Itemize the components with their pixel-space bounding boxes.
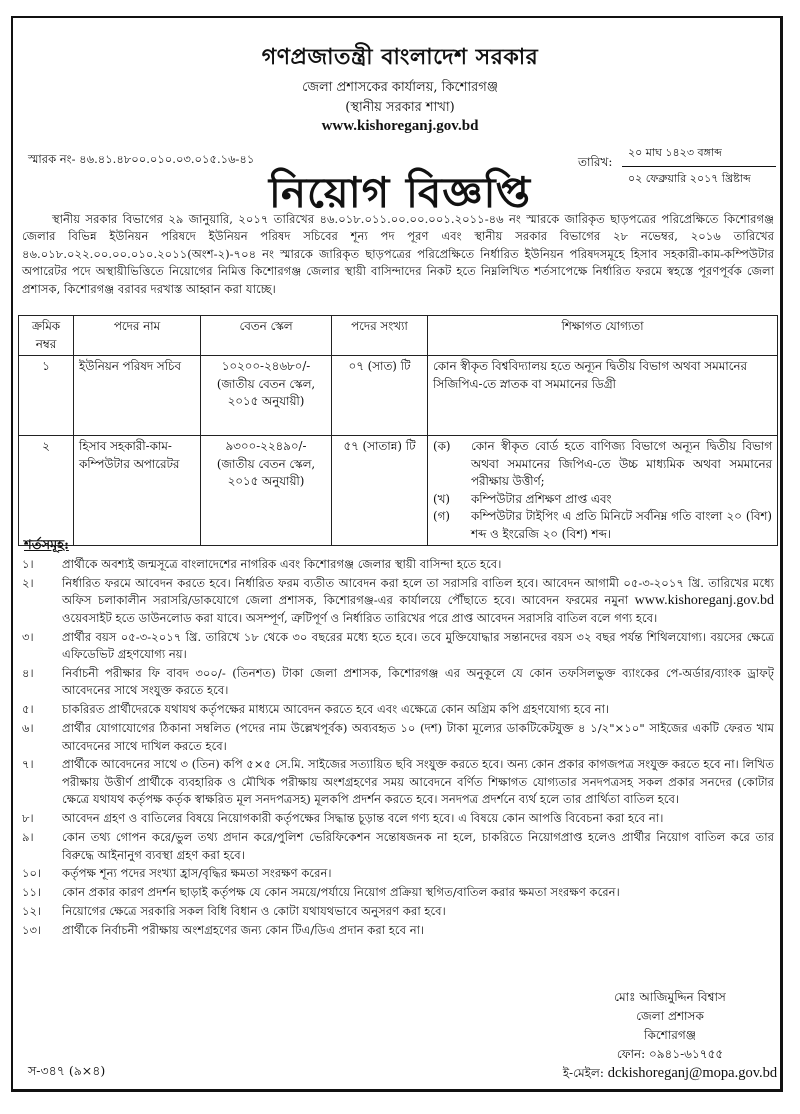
condition-number: ৯। xyxy=(22,830,34,845)
signatory-name: মোঃ আজিমুদ্দিন বিশ্বাস xyxy=(614,990,726,1004)
table-header-row xyxy=(19,316,778,356)
condition-number: ১। xyxy=(22,557,34,571)
condition-text-part: নির্ধারিত ফরমে আবেদন করতে হবে। নির্ধারিত ফরম ব্যতীত আবেদন করা হলে তা সরাসরি বাতিল হবে। আবেদন আগামী ০৫-৩-২০১৭ খ্রি. তারিখের মধ্যে অফিস চলাকালীন সরাসরি/ডাকযোগে জেলা প্রশাসক, কিশোরগঞ্জ-এর কার্যালয়ে পৌঁছাতে হবে। আবেদন ফরমের নমুনা xyxy=(62,575,774,608)
header-scale: বেতন স্কেল xyxy=(201,316,332,356)
cell-count: ৫৭ (সাতান্ন) টি xyxy=(332,436,428,546)
email-label: ই-মেইল: xyxy=(562,1066,604,1080)
condition-item xyxy=(22,810,774,827)
header-post: পদের নাম xyxy=(74,316,201,356)
qualification-marker: (গ) xyxy=(433,509,450,523)
condition-number: ৫। xyxy=(22,702,34,717)
condition-item xyxy=(22,903,774,920)
condition-item xyxy=(22,665,774,700)
condition-number: ১৩। xyxy=(22,923,42,938)
condition-item xyxy=(22,556,774,573)
qualification-item xyxy=(433,438,772,491)
conditions-heading: শর্তসমূহ: xyxy=(24,538,69,553)
condition-item xyxy=(22,720,774,755)
scale-note: (জাতীয় বেতন স্কেল, ২০১৫ অনুযায়ী) xyxy=(216,456,316,488)
cell-count: ০৭ (সাত) টি xyxy=(332,356,428,436)
condition-text: নিয়োগের ক্ষেত্রে সরকারি সকল বিধি বিধান ও কোটা যথাযথভাবে অনুসরণ করা হবে। xyxy=(62,904,446,919)
condition-number: ৭। xyxy=(22,757,34,772)
condition-text: কোন প্রকার কারণ প্রদর্শন ছাড়াই কর্তৃপক্ষ যে কোন সময়ে/পর্যায়ে নিয়োগ প্রক্রিয়া স্থগিত/বাতিল করার ক্ষমতা সংরক্ষণ করেন। xyxy=(62,885,620,900)
condition-number: ১০। xyxy=(22,866,42,881)
condition-number: ১১। xyxy=(22,885,42,900)
condition-item xyxy=(22,829,774,864)
form-download-link[interactable]: www.kishoreganj.gov.bd xyxy=(634,593,774,609)
condition-item xyxy=(22,701,774,718)
condition-item xyxy=(22,629,774,664)
condition-text: প্রার্থীকে আবেদনের সাথে ৩ (তিন) কপি ৫×৫ সে.মি. সাইজের সত্যায়িত ছবি সংযুক্ত করতে হবে। অন্য কোন প্রকার কাগজপত্র সংযুক্ত করতে হবে না। লিখিত পরীক্ষায় উত্তীর্ণ প্রার্থীকে ব্যবহারিক ও মৌখিক পরীক্ষায় অংশগ্রহণের সময় আবেদনে বর্ণিত শিক্ষাগত যোগ্যতার সনদপত্রসহ সকল প্রকার সনদের (কোটার ক্ষেত্রে যথাযথ কর্তৃপক্ষ কর্তৃক স্বাক্ষরিত মূল সনদপত্রসহ) মূলকপি প্রদর্শন করতে হবে। সনদপত্র প্রদর্শনে ব্যর্থ হলে তার প্রার্থিতা বাতিল হবে। xyxy=(62,757,774,807)
condition-text: নির্বাচনী পরীক্ষার ফি বাবদ ৩০০/- (তিনশত) টাকা জেলা প্রশাসক, কিশোরগঞ্জ এর অনুকূলে যে কোন তফসিলভুক্ত ব্যাংকের পে-অর্ডার/ব্যাংক ড্রাফট্ আবেদনের সাথে সংযুক্ত করতে হবে। xyxy=(62,665,774,698)
signatory-district: কিশোরগঞ্জ xyxy=(644,1028,696,1042)
conditions-list xyxy=(22,556,774,941)
condition-number: ১২। xyxy=(22,904,42,919)
condition-number: ২। xyxy=(22,575,34,590)
signature-block xyxy=(560,988,780,1083)
condition-text: প্রার্থীকে অবশ্যই জন্মসূত্রে বাংলাদেশের নাগরিক এবং কিশোরগঞ্জ জেলার স্থায়ী বাসিন্দা হতে হবে। xyxy=(62,557,502,571)
condition-number: ৪। xyxy=(22,665,34,680)
signatory-email-line xyxy=(560,1064,780,1083)
cell-scale xyxy=(201,356,332,436)
header-count: পদের সংখ্যা xyxy=(332,316,428,356)
signatory-designation: জেলা প্রশাসক xyxy=(636,1009,704,1023)
scale-note: (জাতীয় বেতন স্কেল, ২০১৫ অনুযায়ী) xyxy=(216,376,316,408)
condition-text: প্রার্থীর যোগাযোগের ঠিকানা সম্বলিত (পদের নাম উল্লেখপূর্বক) অব্যবহৃত ১০ (দশ) টাকা মূল্যের ডাকটিকেটযুক্ত ৪ ১/২"×১০" সাইজের একটি ফেরত খাম আবেদনের সাথে দাখিল করতে হবে। xyxy=(62,721,774,753)
office-name: জেলা প্রশাসকের কার্যালয়, কিশোরগঞ্জ xyxy=(302,80,498,95)
scale-value: ৯৩০০-২২৪৯০/- xyxy=(225,439,307,453)
condition-text: প্রার্থীকে নির্বাচনী পরীক্ষায় অংশগ্রহণের জন্য কোন টিএ/ডিএ প্রদান করা হবে না। xyxy=(62,923,425,938)
condition-text xyxy=(62,575,774,627)
qualification-marker: (খ) xyxy=(433,491,450,506)
condition-text: কোন তথ্য গোপন করে/ভুল তথ্য প্রদান করে/পুলিশ ভেরিফিকেশন সন্তোষজনক না হলে, চাকরিতে নিয়োগপ্রাপ্ত হলেও প্রার্থীর নিয়োগ বাতিল করে তার বিরুদ্ধে আইনানুগ ব্যবস্থা গ্রহণ করা হবে। xyxy=(62,830,774,862)
date-label: তারিখ: xyxy=(578,155,613,169)
qualification-list xyxy=(433,438,772,543)
cell-post: ইউনিয়ন পরিষদ সচিব xyxy=(74,356,201,436)
posts-table xyxy=(18,315,778,546)
cell-serial: ২ xyxy=(19,436,74,546)
qualification-marker: (ক) xyxy=(433,439,451,453)
condition-item xyxy=(22,575,774,627)
cell-qualification xyxy=(428,436,778,546)
header-serial: ক্রমিক নম্বর xyxy=(19,316,74,356)
condition-item xyxy=(22,865,774,882)
qualification-text: কোন স্বীকৃত বোর্ড হতে বাণিজ্য বিভাগে অন্যূন দ্বিতীয় বিভাগ অথবা সমমানের জিপিএ-তে উচ্চ মাধ্যমিক অথবা সমমানের পরীক্ষায় উত্তীর্ণ; xyxy=(471,439,772,488)
condition-item xyxy=(22,884,774,901)
condition-number: ৬। xyxy=(22,721,34,736)
website-link[interactable]: www.kishoreganj.gov.bd xyxy=(321,118,479,134)
cell-scale xyxy=(201,436,332,546)
intro-paragraph: স্থানীয় সরকার বিভাগের ২৯ জানুয়ারি, ২০১৭ তারিখের ৪৬.০১৮.০১১.০০.০০.০০১.২০১১-৪৬ নং স্মারকে জারিকৃত ছাড়পত্রের পরিপ্রেক্ষিতে কিশোরগঞ্জ জেলার বিভিন্ন ইউনিয়ন পরিষদে ইউনিয়ন পরিষদ সচিবের শূন্য পদ পূরণ এবং স্থানীয় সরকার বিভাগের ২৮ নভেম্বর, ২০১৬ তারিখের ৪৬.০১৮.০২২.০০.০০.০১০.২০১১(অংশ-২)-৭০৪ নং স্মারকে জারিকৃত ছাড়পত্রের পরিপ্রেক্ষিতে নির্ধারিত ইউনিয়ন পরিষদসমূহে হিসাব সহকারী-কাম-কম্পিউটার অপারেটর পদে অস্থায়ীভিত্তিতে নিয়োগের নিমিত্ত কিশোরগঞ্জ জেলার স্থায়ী বাসিন্দাদের নিকট হতে নিম্নলিখিত শর্তসাপেক্ষে নির্ধারিত ফরমে স্বহস্তে পূরণপূর্বক জেলা প্রশাসক, কিশোরগঞ্জ বরাবর দরখাস্ত আহ্বান করা যাচ্ছে। xyxy=(22,212,774,296)
cell-serial: ১ xyxy=(19,356,74,436)
cell-post: হিসাব সহকারী-কাম-কম্পিউটার অপারেটর xyxy=(74,436,201,546)
condition-text: আবেদন গ্রহণ ও বাতিলের বিষয়ে নিয়োগকারী কর্তৃপক্ষের সিদ্ধান্ত চূড়ান্ত বলে গণ্য হবে। এ বিষয়ে কোন আপত্তি বিবেচনা করা হবে না। xyxy=(62,811,664,826)
notice-title: নিয়োগ বিজ্ঞপ্তি xyxy=(268,168,532,217)
condition-text: চাকরিরত প্রার্থীদেরকে যথাযথ কর্তৃপক্ষের মাধ্যমে আবেদন করতে হবে এবং এক্ষেত্রে কোন অগ্রিম কপি গ্রহণযোগ্য হবে না। xyxy=(62,702,610,717)
scale-value: ১০২০০-২৪৬৮০/- xyxy=(221,359,311,373)
qualification-text: কম্পিউটার টাইপিং এ প্রতি মিনিটে সর্বনিম্ন গতি বাংলা ২০ (বিশ) শব্দ ও ইংরেজি ২০ (বিশ) শব্দ। xyxy=(471,509,772,541)
email-link[interactable]: dckishoreganj@mopa.gov.bd xyxy=(607,1065,778,1081)
government-title: গণপ্রজাতন্ত্রী বাংলাদেশ সরকার xyxy=(261,44,539,70)
condition-item xyxy=(22,922,774,939)
condition-text-part: ওয়েবসাইট হতে ডাউনলোড করা যাবে। অসম্পূর্ণ, ত্রুটিপূর্ণ ও নির্ধারিত তারিখের পরে প্রাপ্ত আবেদন সরাসরি বাতিল বলে গণ্য হবে। xyxy=(62,610,658,625)
qualification-item xyxy=(433,491,772,509)
condition-number: ৩। xyxy=(22,629,34,644)
qualification-item xyxy=(433,508,772,543)
date-gregorian: ০২ ফেব্রুয়ারি ২০১৭ খ্রিষ্টাব্দ xyxy=(628,172,751,185)
branch-name: (স্থানীয় সরকার শাখা) xyxy=(345,100,455,115)
table-row xyxy=(19,436,778,546)
condition-text: কর্তৃপক্ষ শূন্য পদের সংখ্যা হ্রাস/বৃদ্ধির ক্ষমতা সংরক্ষণ করেন। xyxy=(62,866,332,881)
cell-qualification: কোন স্বীকৃত বিশ্ববিদ্যালয় হতে অন্যূন দ্বিতীয় বিভাগ অথবা সমমানের সিজিপিএ-তে স্নাতক বা সমমানের ডিগ্রী xyxy=(428,356,778,436)
condition-text: প্রার্থীর বয়স ০৫-৩-২০১৭ খ্রি. তারিখে ১৮ থেকে ৩০ বছরের মধ্যে হতে হবে। তবে মুক্তিযোদ্ধার সন্তানদের বয়স ৩২ বছর পর্যন্ত শিথিলযোগ্য। বয়সের ক্ষেত্রে এফিডেভিট গ্রহণযোগ্য নয়। xyxy=(62,629,774,662)
memo-label: স্মারক নং- xyxy=(28,152,76,166)
date-bangla: ২০ মাঘ ১৪২৩ বঙ্গাব্দ xyxy=(622,144,776,167)
condition-number: ৮। xyxy=(22,811,34,826)
memo-value: ৪৬.৪১.৪৮০০.০১০.০৩.০১৫.১৬-৪১ xyxy=(79,152,255,166)
footer-code: স-৩৪৭ (৯×৪) xyxy=(28,1063,106,1078)
qualification-text: কম্পিউটার প্রশিক্ষণ প্রাপ্ত এবং xyxy=(471,491,612,506)
header-qualification: শিক্ষাগত যোগ্যতা xyxy=(428,316,778,356)
signatory-phone: ফোন: ০৯৪১-৬১৭৫৫ xyxy=(616,1047,724,1061)
condition-item xyxy=(22,756,774,808)
table-row xyxy=(19,356,778,436)
